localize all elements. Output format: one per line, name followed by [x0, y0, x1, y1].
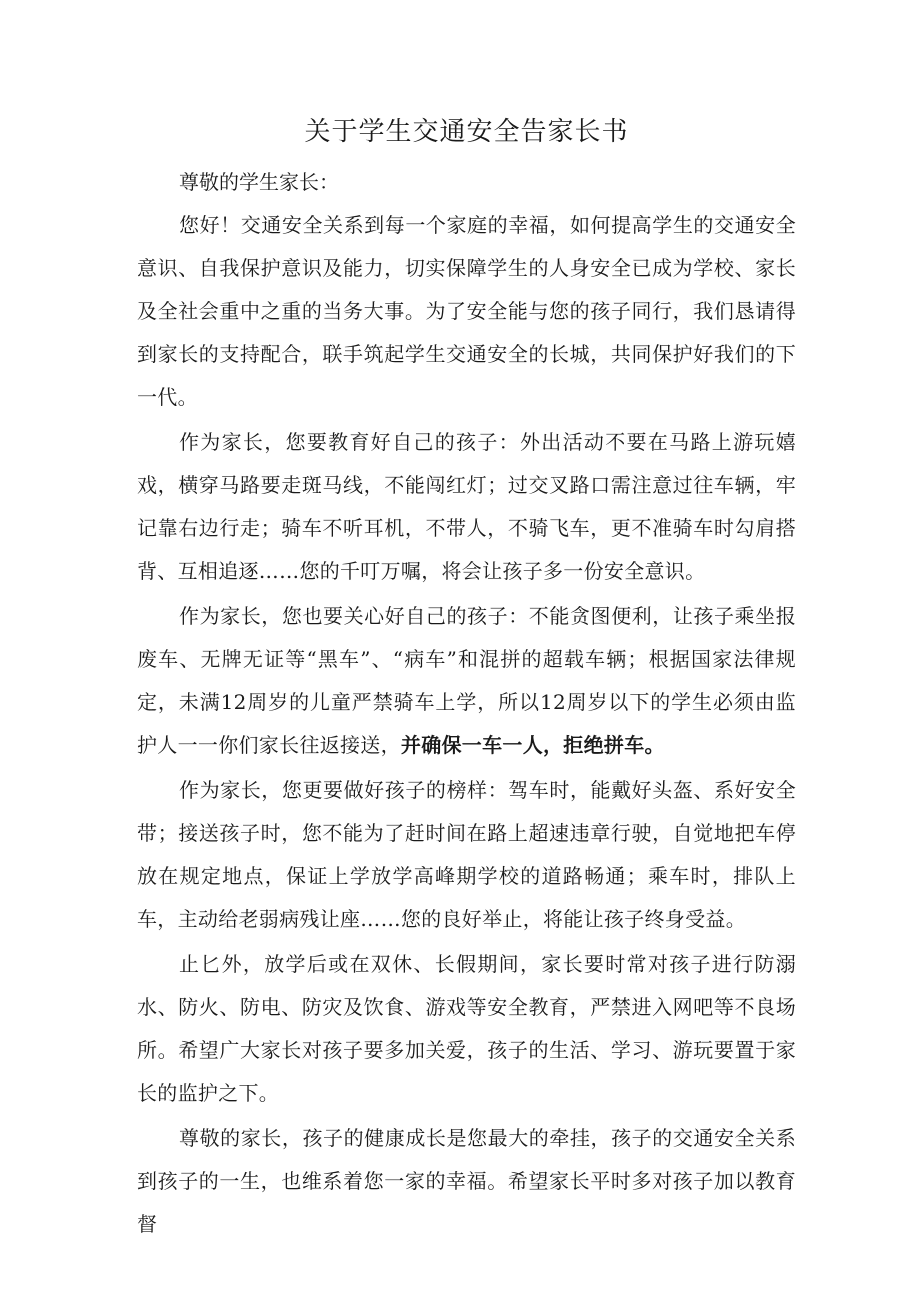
paragraph-role-model: [137, 769, 796, 941]
salutation: 尊敬的学生家长：: [179, 170, 339, 194]
paragraph-closing: [137, 1117, 796, 1246]
paragraph-text: 作为家长，您也要关心好自己的孩子：不能贪图便利，让孩子乘坐报废车、无牌无证等“黑车”、“病车”和混拼的超载车辆；根据国家法律规定，未满12周岁的儿童严禁骑车上学，所以12周岁以下的学生必须由监护人一一你们家长往返接送，: [137, 604, 796, 757]
paragraph-greeting: [137, 204, 796, 419]
paragraph-educate: [137, 421, 796, 593]
paragraph-text: 作为家长，您要教育好自己的孩子：外出活动不要在马路上游玩嬉戏，横穿马路要走斑马线，不能闯红灯；过交叉路口需注意过往车辆，牢记靠右边行走；骑车不听耳机，不带人，不骑飞车，更不准骑车时勾肩搭背、互相追逐……您的千叮万嘱，将会让孩子多一份安全意识。: [137, 430, 796, 583]
paragraph-text: 尊敬的家长，孩子的健康成长是您最大的牵挂，孩子的交通安全关系到孩子的一生，也维系着您一家的幸福。希望家长平时多对孩子加以教育督: [137, 1126, 796, 1236]
paragraph-text: 作为家长，您更要做好孩子的榜样：驾车时，能戴好头盔、系好安全带；接送孩子时，您不能为了赶时间在路上超速违章行驶，自觉地把车停放在规定地点，保证上学放学高峰期学校的道路畅通；乘车时，排队上车，主动给老弱病残让座……您的良好举止，将能让孩子终身受益。: [137, 778, 796, 931]
paragraph-text: 止匕外，放学后或在双休、长假期间，家长要时常对孩子进行防溺水、防火、防电、防灾及饮食、游戏等安全教育，严禁进入网吧等不良场所。希望广大家长对孩子要多加关爱，孩子的生活、学习、游玩要置于家长的监护之下。: [137, 952, 796, 1105]
paragraph-additional: [137, 943, 796, 1115]
paragraph-emphasis: 并确保一车一人，拒绝拼车。: [400, 733, 665, 757]
paragraph-text: 您好！交通安全关系到每一个家庭的幸福，如何提高学生的交通安全意识、自我保护意识及能力，切实保障学生的人身安全已成为学校、家长及全社会重中之重的当务大事。为了安全能与您的孩子同行，我们恳请得到家长的支持配合，联手筑起学生交通安全的长城，共同保护好我们的下一代。: [137, 213, 796, 409]
paragraph-care: [137, 595, 796, 767]
document-title: 关于学生交通安全告家长书: [304, 117, 629, 147]
